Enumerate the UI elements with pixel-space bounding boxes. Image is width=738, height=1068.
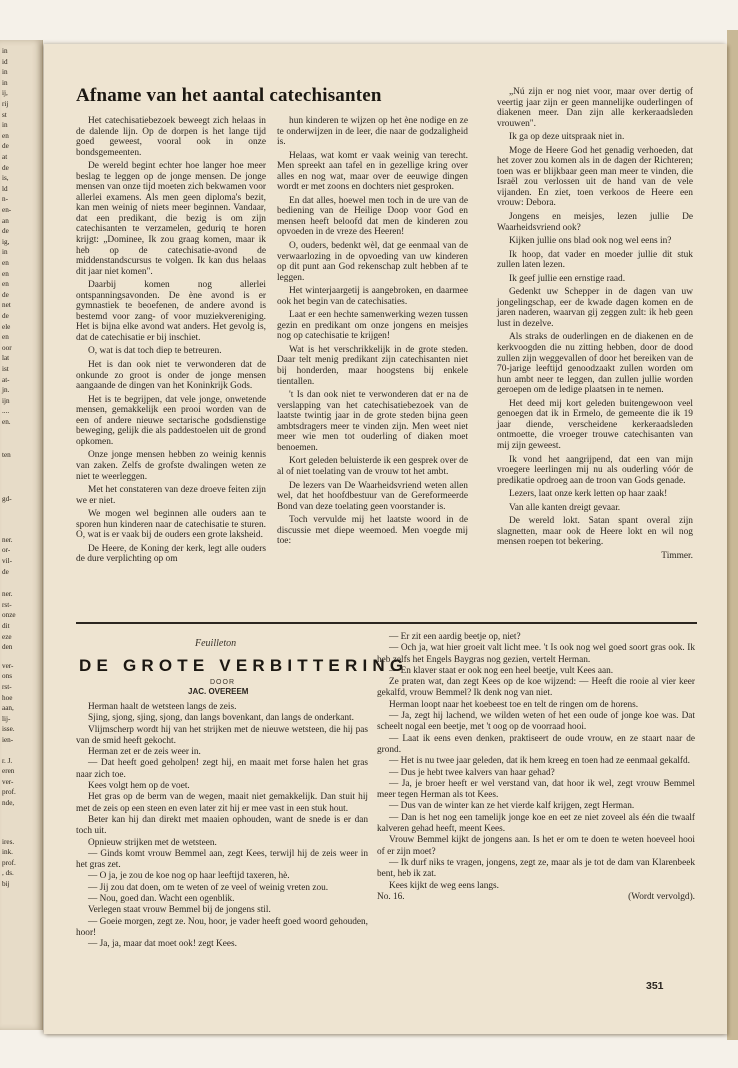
left-page-text-fragment: id (2, 57, 8, 66)
article-paragraph: Jongens en meisjes, lezen jullie De Waarheidsvriend ook? (497, 212, 693, 233)
article-paragraph: Kijken jullie ons blad ook nog wel eens in? (509, 236, 672, 247)
article-paragraph: hun kinderen te wijzen op het ène nodige en ze te onderwijzen in de leer, die naar de godzaligheid is. (277, 116, 468, 148)
story-paragraph: — Laat ik eens even denken, praktiseert de oude vrouw, en ze staart naar de grond. (377, 733, 695, 755)
story-paragraph: — Dus van de winter kan ze het vierde kalf krijgen, zegt Herman. (389, 801, 635, 812)
article-paragraph: Ik ga op deze uitspraak niet in. (509, 132, 625, 143)
left-page-text-fragment: net (2, 301, 11, 310)
left-page-text-fragment: ele (2, 322, 11, 331)
story-paragraph: — Ik durf niks te vragen, jongens, zegt ze, maar als je tot de dam van Klarenbeek bent, heb ik zat. (377, 857, 695, 880)
article-paragraph: Als straks de ouderlingen en de diakenen en de kerkvoogden die nu zitting hebben, door de dood zullen zijn weggevallen of door het bereiken van de 70-jarige leeftijd genoodzaakt zullen worden om hun ambt neer te leggen, dan zullen jullie worden geroepen om de ledige plaatsen in te nemen. (497, 332, 693, 396)
left-page-text-fragment: en (2, 333, 9, 342)
left-page-text-fragment: dit (2, 622, 10, 630)
story-paragraph: — Goeie morgen, zegt ze. Nou, hoor, je vader heeft goed woord gehouden, hoor! (76, 916, 368, 938)
article-paragraph: Het catechisatiebezoek beweegt zich helaas in de dalende lijn. Op de dorpen is het lange tijd goed geweest, vooral ook in onze bondsgemeenten. (76, 116, 266, 158)
story-paragraph: Sjing, sjong, sjing, sjong, dan langs bovenkant, dan langs de onderkant. (88, 713, 354, 724)
left-page-text-fragment: ires. (2, 837, 15, 846)
article-paragraph: Daarbij komen nog allerlei ontspanningsavonden. De ène avond is er gymnastiek te beoefenen, de andere avond is bestemd voor zang- of voor muziekvereniging. Het is bijna elke avond wat anders. Het gevolg is, dat de catechisatie er bij inschiet. (76, 280, 266, 343)
article-paragraph: Wat is het verschrikkelijk in de grote steden. Daar telt menig predikant zijn catechisanten niet bij honderden, maar hoogstens bij enkele tientallen. (277, 344, 468, 387)
left-page-text-fragment: at- (2, 375, 10, 384)
article-paragraph: Onze jonge mensen hebben zo weinig kennis van zaken. Zelfs de grofste dwalingen weten ze niet te weerleggen. (76, 450, 266, 482)
story-paragraph: Vlijmscherp wordt hij van het strijken met de nieuwe wetsteen, die hij pas van de smid heeft gekocht. (76, 724, 368, 746)
article-paragraph: Het winterjaargetij is aangebroken, en daarmee ook het begin van de catechisaties. (277, 286, 468, 307)
article-paragraph: Kort geleden beluisterde ik een gesprek over de al of niet toelating van de vrouw tot het ambt. (277, 456, 468, 477)
article-paragraph: Gedenkt uw Schepper in de dagen van uw jongelingschap, eer de kwade dagen komen en de jaren naderen, waarvan gij zeggen zult: ik heb geen lust in dezelve. (497, 287, 693, 329)
story-byline: DOOR (210, 679, 235, 686)
story-paragraph: Verlegen staat vrouw Bemmel bij de jongens stil. (88, 905, 271, 916)
left-page-text-fragment: en (2, 280, 9, 289)
left-page-text-fragment: ld (2, 184, 8, 193)
left-page-text-fragment: lat (2, 354, 10, 363)
left-page-text-fragment: n- (2, 195, 8, 204)
article-signature: Timmer. (661, 550, 693, 561)
left-page-text-fragment: is, (2, 174, 9, 183)
left-page-text-fragment: de (2, 142, 9, 151)
story-author: JAC. OVEREEM (188, 687, 249, 696)
article-title: Afname van het aantal catechisanten (76, 85, 382, 106)
story-paragraph: — Ja, ja, maar dat moet ook! zegt Kees. (88, 939, 237, 950)
left-page-text-fragment: .... (2, 407, 10, 416)
story-paragraph: Het gras op de berm van de wegen, maait niet gemakkelijk. Dan stuit hij met de zeis op een steen en even later zit hij er mee vast in een stuk hout. (76, 792, 368, 814)
to-be-continued: (Wordt vervolgd). (628, 891, 695, 902)
left-page-text-fragment: de (2, 567, 9, 576)
story-paragraph: — Nou, goed dan. Wacht een ogenblik. (88, 894, 235, 905)
story-paragraph: — Ginds komt vrouw Bemmel aan, zegt Kees, terwijl hij de zeis weer in het gras zet. (76, 848, 368, 871)
article-paragraph: Toch vervulde mij het laatste woord in de discussie met diepe weemoed. Men voegde mij toe: (277, 515, 468, 547)
feuilleton-label: Feuilleton (195, 638, 237, 649)
article-column-2 (277, 116, 468, 550)
left-page-text-fragment: prof. (2, 788, 16, 797)
left-page-text-fragment: de (2, 312, 9, 320)
left-page-text-fragment: prof. (2, 858, 16, 867)
story-paragraph: — O ja, je zou de koe nog op haar leeftijd taxeren, hè. (88, 871, 290, 882)
article-paragraph: „Nú zijn er nog niet voor, maar over dertig of veertig jaar zijn er geen mannelijke ouderlingen of diakenen meer. Dan zijn alle kerkeraadsleden vrouwen". (497, 87, 693, 129)
article-paragraph: En dat alles, hoewel men toch in de ure van de bediening van de Heilige Doop voor God en mensen heeft beloofd dat men de kinderen zou opvoeden in de vreze des Heeren! (277, 195, 468, 238)
article-paragraph: Ik hoop, dat vader en moeder jullie dit stuk zullen laten lezen. (497, 249, 693, 271)
story-paragraph: — Het is nu twee jaar geleden, dat ik hem kreeg en toen had ze eenmaal gekalfd. (389, 756, 690, 767)
article-paragraph: Het deed mij kort geleden buitengewoon veel genoegen dat ik in Ermelo, de gemeente die ik 19 jaar diende, verscheidene kerkeraadsleden ontmoette, die vroeger trouwe catechisanten van mij zijn geweest. (497, 398, 693, 451)
left-page-text-fragment: in (2, 47, 8, 55)
left-page-text-fragment: ij, (2, 89, 8, 98)
article-paragraph: De Heere, de Koning der kerk, legt alle ouders de dure verplichting op om (76, 543, 266, 565)
left-page-text-fragment: oor (2, 343, 12, 352)
left-page-text-fragment: eren (2, 767, 15, 776)
story-paragraph: — En klaver staat er ook nog een heel beetje, vult Kees aan. (389, 665, 614, 676)
story-column-2 (377, 632, 695, 903)
story-paragraph: Kees kijkt de weg eens langs. (389, 880, 499, 891)
left-page-text-fragment: in (2, 68, 8, 77)
left-page-text-fragment: ist (2, 365, 9, 373)
left-page-text-fragment: rst- (2, 683, 12, 691)
story-paragraph: Kees volgt hem op de voet. (88, 781, 190, 792)
article-paragraph: 't Is dan ook niet te verwonderen dat er na de verslapping van het catechisatiebezoek van de laatste twintig jaar in de grote steden bijna geen ambtsdragers meer te vinden zijn. Men weet niet meer wie men tot ouderling of diaken moet benoemen. (277, 390, 468, 453)
story-paragraph: Herman zet er de zeis weer in. (88, 747, 201, 758)
left-page-text-fragment: ien- (2, 736, 14, 744)
story-paragraph: — Ja, zegt hij lachend, we wilden weten of het een oude of jonge koe was. Dat scheelt nogal een beetje, met 't oog op de voorraad hooi. (377, 711, 695, 733)
left-page-text-fragment: rst- (2, 600, 12, 609)
story-paragraph: — Ja, je broer heeft er wel verstand van, dat hoor ik wel, zegt vrouw Bemmel meer tegen Herman als tot Kees. (377, 778, 695, 801)
left-page-text-fragment: en. (2, 418, 11, 426)
story-paragraph: Ze praten wat, dan zegt Kees op de koe wijzend: — Heeft die rooie al vier keer gekalfd, vrouw Bemmel? Ik denk nog van niet. (377, 677, 695, 699)
article-paragraph: We mogen wel beginnen alle ouders aan te sporen hun kinderen naar de catechisatie te sturen. O, wat is er vaak bij de ouders een grote laksheid. (76, 509, 266, 541)
article-paragraph: De wereld begint echter hoe langer hoe meer beslag te leggen op de jonge mensen. De jonge mensen van onze tijd moeten zich bekwamen voor allerlei examens. Als men geen diploma's bezit, kan men weinig of niets meer beginnen. Vandaar, dat een predikant, die bezig is om zijn catechisanten te verzamelen, geduriq te horen krijgt: „Dominee, Ik zou graag komen, maar ik heb op de catechisatie-avond de middenstandscursus te volgen. Ik kan dus helaas dit jaar niet komen". (76, 161, 266, 277)
story-paragraph: Beter kan hij dan direkt met maaien ophouden, want de snede is er dan toch uit. (76, 814, 368, 837)
left-page-text-fragment: an (2, 216, 9, 225)
article-paragraph: Met het constateren van deze droeve feiten zijn we er niet. (76, 485, 266, 506)
left-page-text-fragment: isse. (2, 725, 15, 734)
left-page-text-fragment: or- (2, 546, 11, 555)
article-paragraph: Moge de Heere God het genadig verhoeden, dat het zover zou komen als in de dagen der Richteren; toen was er blijkbaar geen man meer te vinden, die Israël zou verlossen uit de hand van de vele vijanden. En ziet, toen verkoos de Heere een vrouw: Debora. (497, 145, 693, 209)
left-page-text-fragment: in (2, 121, 8, 130)
left-page-text-fragment: rij (2, 100, 9, 108)
article-paragraph: Ik geef jullie een ernstige raad. (509, 273, 626, 284)
left-page-edge (0, 40, 43, 1030)
left-page-text-fragment: ons (2, 672, 12, 681)
article-paragraph: O, ouders, bedenkt wèl, dat ge eenmaal van de verwaarlozing in de opvoeding van uw kinderen op dit punt aan God rekenschap zult hebben af te leggen. (277, 241, 468, 283)
right-page-edge (727, 30, 738, 1040)
left-page-text-fragment: in (2, 248, 8, 257)
left-page-text-fragment: vil- (2, 557, 12, 565)
left-page-text-fragment: ver- (2, 661, 14, 670)
left-page-text-fragment: eze (2, 632, 12, 641)
left-page-text-fragment: ijn (2, 396, 10, 405)
story-paragraph: — Jij zou dat doen, om te weten of ze veel of weinig vreten zou. (88, 882, 329, 893)
story-paragraph: Vrouw Bemmel kijkt de jongens aan. Is het er om te doen te weten hoeveel hooi of er zijn moet? (377, 835, 695, 857)
section-divider (76, 622, 697, 624)
article-paragraph: Lezers, laat onze kerk letten op haar zaak! (509, 489, 668, 500)
article-paragraph: Het is dan ook niet te verwonderen dat de onkunde zo groot is onder de jonge mensen aangaande de dingen van het Koninkrijk Gods. (76, 360, 266, 392)
left-page-text-fragment: nde, (2, 799, 15, 807)
left-page-text-fragment: st (2, 110, 7, 119)
story-paragraph: — Er zit een aardig beetje op, niet? (389, 632, 521, 642)
left-page-text-fragment: en (2, 131, 9, 140)
article-column-1 (76, 116, 266, 568)
story-paragraph: — Dat heeft goed geholpen! zegt hij, en maait met forse halen het gras naar zich toe. (76, 758, 368, 780)
left-page-text-fragment: , ds. (2, 869, 14, 878)
left-page-text-fragment: en (2, 269, 9, 278)
article-paragraph: O, wat is dat toch diep te betreuren. (88, 346, 222, 357)
left-page-text-fragment: den (2, 643, 13, 652)
left-page-text-fragment: ner. (2, 535, 13, 544)
left-page-text-fragment: de (2, 227, 9, 236)
article-paragraph: Ik vond het aangrijpend, dat een van mijn vroegere leerlingen mij nu als ouderling vóór de predikatie opdroeg aan de troon van Gods genade. (497, 454, 693, 486)
article-paragraph: Het is te begrijpen, dat vele jonge, onwetende mensen, gemakkelijk een prooi worden van de een of andere nieuwe sectarische godsdienstige beweging, gelijk die als paddestoelen uit de grond opkomen. (76, 394, 266, 447)
page-number: 351 (646, 980, 664, 992)
left-page-text-fragment: at (2, 153, 8, 161)
left-page-text-fragment: hoe (2, 693, 13, 702)
story-title: DE GROTE VERBITTERING (79, 656, 409, 675)
left-page-text-fragment: jn. (2, 386, 10, 395)
left-page-text-fragment: ig, (2, 237, 10, 246)
left-page-text-fragment: in (2, 78, 8, 87)
left-page-text-fragment: ner. (2, 590, 13, 599)
story-column-1 (76, 702, 368, 951)
left-page-text-fragment: bij (2, 880, 10, 888)
left-page-text-fragment: aan, (2, 704, 14, 713)
left-page-text-fragment: en (2, 259, 9, 267)
story-footer (377, 892, 695, 903)
article-paragraph: De wereld lokt. Satan spant overal zijn slagnetten, maar ook de Heere lokt en wil nog mensen roepen tot bekering. (497, 516, 693, 548)
left-page-text-fragment: ver- (2, 777, 14, 786)
left-page-text-fragment: onze (2, 611, 16, 620)
left-page-text-fragment: ten (2, 450, 11, 459)
left-page-text-fragment: lij- (2, 714, 11, 723)
left-page-text-fragment: ink. (2, 848, 13, 857)
issue-number: No. 16. (377, 891, 405, 902)
story-paragraph: Opnieuw strijken met de wetsteen. (88, 837, 217, 848)
left-page-text-fragment: en- (2, 206, 12, 214)
left-page-text-fragment: de (2, 163, 9, 172)
article-paragraph: De lezers van De Waarheidsvriend weten allen wel, dat het hoofdbestuur van de Gereformeerde Bond van deze toelating geen voorstander is. (277, 480, 468, 512)
story-paragraph: Herman loopt naar het koebeest toe en telt de ringen om de horens. (389, 699, 639, 710)
article-paragraph: Helaas, wat komt er vaak weinig van terecht. Men spreekt aan tafel en in gezellige kring over alles en nog wat, maar over de eeuwige dingen wordt er met zoons en dochters niet gesproken. (277, 150, 468, 193)
story-paragraph: — Dan is het nog een tamelijk jonge koe en eet ze niet zoveel als één die twaalf kalveren gehad heeft, meent Kees. (377, 812, 695, 835)
left-page-text-fragment: gd- (2, 495, 12, 504)
article-paragraph: Laat er een hechte samenwerking wezen tussen gezin en predikant om onze jongens en meisjes nog op catechisatie te krijgen! (277, 310, 468, 342)
article-column-3 (497, 87, 693, 561)
story-paragraph: — Och ja, wat hier groeit valt licht mee. 't Is ook nog wel goed soort gras ook. Ik heb zelfs het Engels Baygras nog gezien, vertelt Herman. (377, 643, 695, 665)
story-paragraph: Herman haalt de wetsteen langs de zeis. (88, 702, 237, 712)
left-page-text-fragment: r. J. (2, 756, 13, 765)
left-page-text-fragment: de (2, 290, 9, 299)
story-paragraph: — Dus je hebt twee kalvers van haar gehad? (389, 767, 555, 778)
article-paragraph: Van alle kanten dreigt gevaar. (509, 502, 621, 513)
